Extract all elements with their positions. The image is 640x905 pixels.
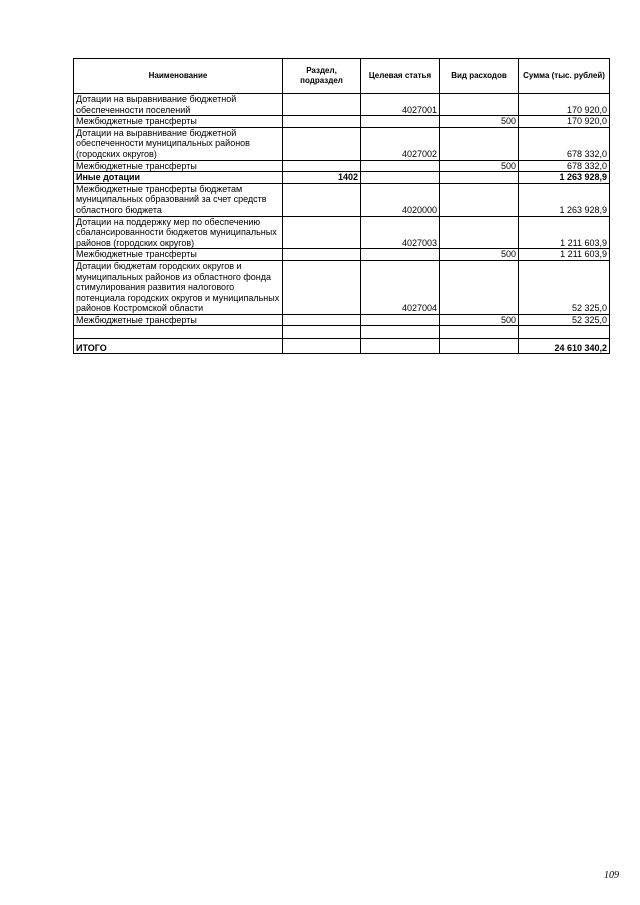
header-name: Наименование xyxy=(74,59,283,94)
row-name: Межбюджетные трансферты xyxy=(74,160,283,172)
row-section: 1402 xyxy=(283,172,361,184)
row-type: 500 xyxy=(440,249,519,261)
table-row xyxy=(74,216,610,249)
row-amount: 52 325,0 xyxy=(519,260,610,314)
budget-table xyxy=(73,58,610,354)
table-row xyxy=(74,260,610,314)
row-amount: 1 211 603,9 xyxy=(519,249,610,261)
table-row xyxy=(74,249,610,261)
table-row xyxy=(74,172,610,184)
row-section xyxy=(283,127,361,160)
empty-row xyxy=(74,326,610,339)
row-section xyxy=(283,260,361,314)
header-amount: Сумма (тыс. рублей) xyxy=(519,59,610,94)
row-amount: 170 920,0 xyxy=(519,94,610,116)
row-type: 500 xyxy=(440,314,519,326)
header-section: Раздел, подраздел xyxy=(283,59,361,94)
row-section xyxy=(283,160,361,172)
table-row xyxy=(74,160,610,172)
row-section xyxy=(283,216,361,249)
row-name: Межбюджетные трансферты xyxy=(74,314,283,326)
row-amount: 170 920,0 xyxy=(519,116,610,128)
row-type: 500 xyxy=(440,160,519,172)
row-amount: 678 332,0 xyxy=(519,160,610,172)
row-amount: 1 263 928,9 xyxy=(519,172,610,184)
row-amount: 678 332,0 xyxy=(519,127,610,160)
table-row xyxy=(74,183,610,216)
row-type xyxy=(440,183,519,216)
header-row xyxy=(74,59,610,94)
row-name: Дотации на поддержку мер по обеспечению сбалансированности бюджетов муниципальных районов (городских округов) xyxy=(74,216,283,249)
table-row xyxy=(74,314,610,326)
row-target xyxy=(361,160,440,172)
total-label: ИТОГО xyxy=(74,339,283,354)
row-name: Дотации на выравнивание бюджетной обеспеченности поселений xyxy=(74,94,283,116)
header-target: Целевая статья xyxy=(361,59,440,94)
table-row xyxy=(74,94,610,116)
row-type xyxy=(440,172,519,184)
total-row xyxy=(74,339,610,354)
row-section xyxy=(283,249,361,261)
row-name: Межбюджетные трансферты бюджетам муниципальных образований за счет средств областного бюджета xyxy=(74,183,283,216)
row-name: Межбюджетные трансферты xyxy=(74,116,283,128)
row-target: 4027003 xyxy=(361,216,440,249)
row-target xyxy=(361,249,440,261)
row-type xyxy=(440,216,519,249)
row-target: 4027002 xyxy=(361,127,440,160)
row-type xyxy=(440,127,519,160)
row-section xyxy=(283,314,361,326)
row-section xyxy=(283,116,361,128)
row-type xyxy=(440,94,519,116)
header-type: Вид расходов xyxy=(440,59,519,94)
row-target: 4027001 xyxy=(361,94,440,116)
row-name: Дотации бюджетам городских округов и муниципальных районов из областного фонда стимулирования развития налогового потенциала городских округов и муниципальных районов Костромской области xyxy=(74,260,283,314)
row-name: Иные дотации xyxy=(74,172,283,184)
row-amount: 1 211 603,9 xyxy=(519,216,610,249)
row-section xyxy=(283,183,361,216)
page-number: 109 xyxy=(604,870,619,881)
row-amount: 52 325,0 xyxy=(519,314,610,326)
row-amount: 1 263 928,9 xyxy=(519,183,610,216)
table-row xyxy=(74,116,610,128)
row-section xyxy=(283,94,361,116)
row-name: Межбюджетные трансферты xyxy=(74,249,283,261)
row-target xyxy=(361,172,440,184)
row-target xyxy=(361,116,440,128)
row-name: Дотации на выравнивание бюджетной обеспеченности муниципальных районов (городских округов) xyxy=(74,127,283,160)
total-amount: 24 610 340,2 xyxy=(519,339,610,354)
table-row xyxy=(74,127,610,160)
row-target: 4027004 xyxy=(361,260,440,314)
row-type: 500 xyxy=(440,116,519,128)
row-target: 4020000 xyxy=(361,183,440,216)
row-type xyxy=(440,260,519,314)
row-target xyxy=(361,314,440,326)
